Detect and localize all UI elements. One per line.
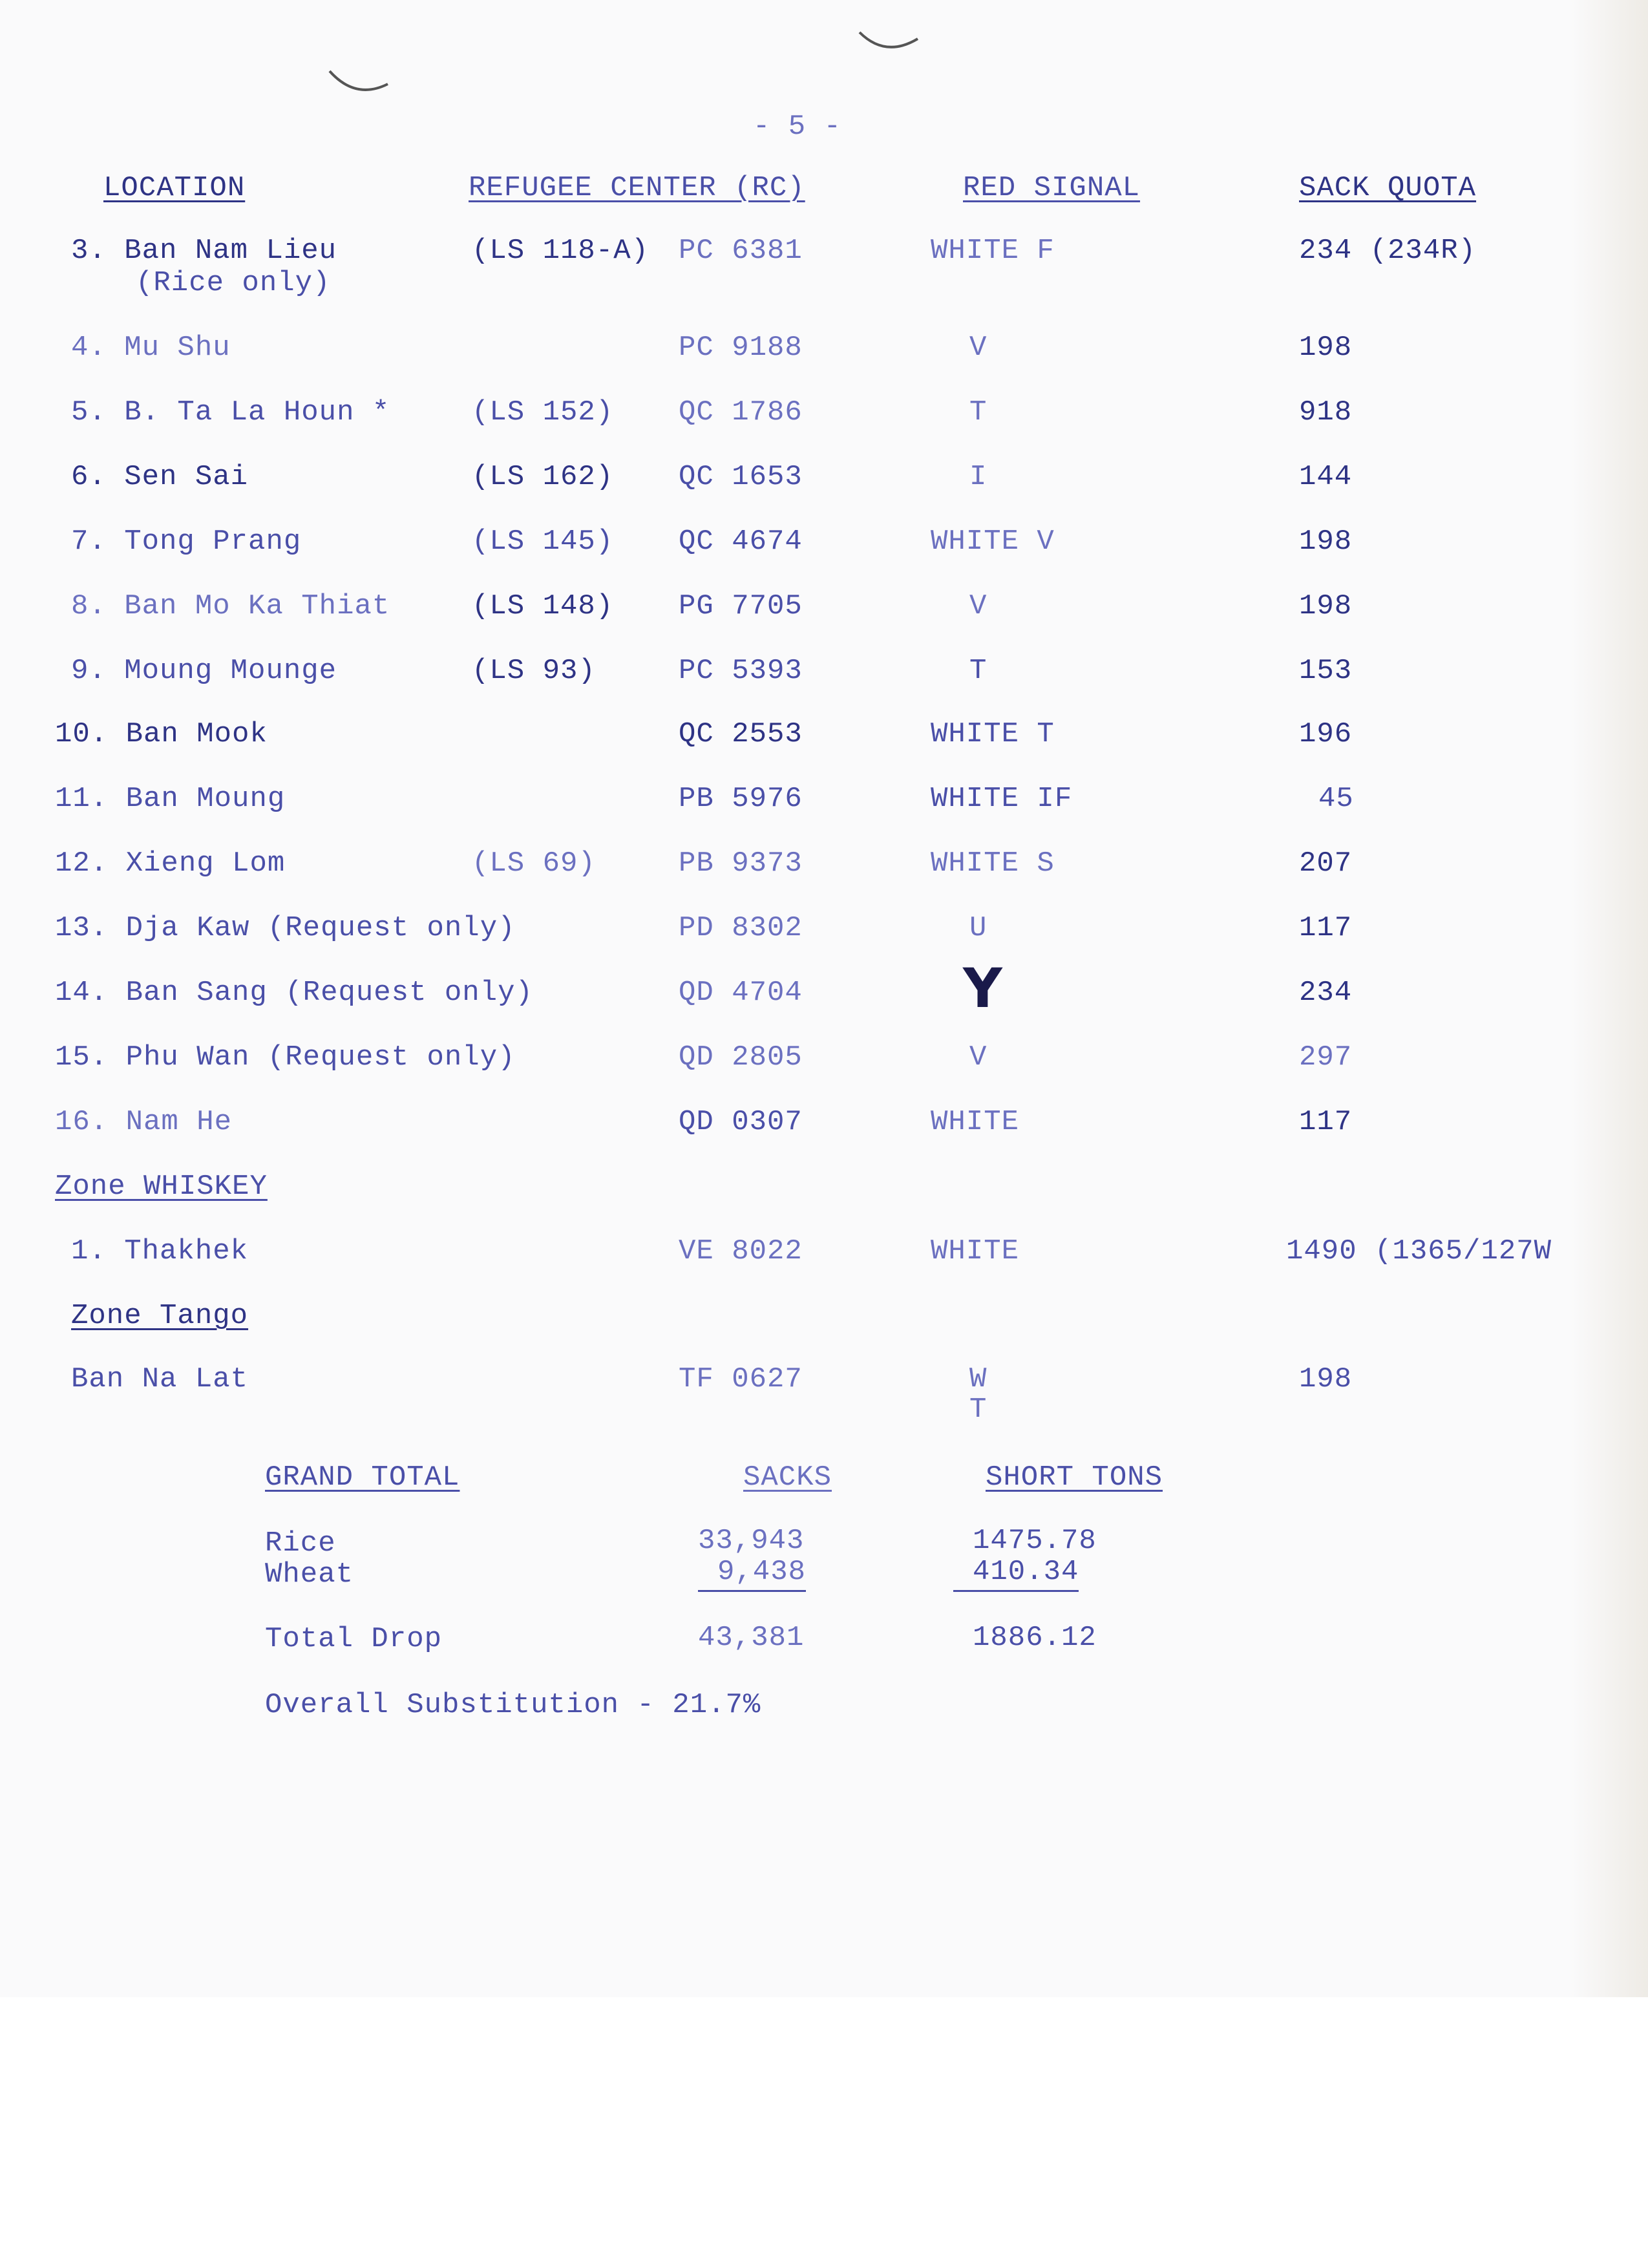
row-location: 4. Mu Shu — [71, 332, 231, 364]
row-location: 5. B. Ta La Houn * — [71, 396, 390, 429]
row-location: 13. Dja Kaw (Request only) — [55, 912, 516, 944]
row-quota: 198 — [1299, 332, 1353, 364]
row-grid: PB 9373 — [679, 847, 803, 880]
row-location: 7. Tong Prang — [71, 525, 302, 558]
row-signal: U — [969, 912, 988, 944]
row-grid: PG 7705 — [679, 590, 803, 622]
row-location: 15. Phu Wan (Request only) — [55, 1041, 516, 1074]
row-quota: 198 — [1299, 1363, 1353, 1395]
row-signal: WHITE IF — [931, 783, 1073, 815]
row-grid: PC 9188 — [679, 332, 803, 364]
row-location: 3. Ban Nam Lieu — [71, 235, 337, 267]
row-signal: W — [969, 1363, 988, 1395]
row-quota: 45 — [1318, 783, 1354, 815]
page-number: - 5 - — [753, 111, 842, 143]
row-ls: (LS 93) — [472, 655, 596, 687]
row-grid: PB 5976 — [679, 783, 803, 815]
row-location: 10. Ban Mook — [55, 718, 268, 750]
short-tons-header: SHORT TONS — [986, 1461, 1163, 1494]
row-ls: (LS 145) — [472, 525, 614, 558]
row-grid: VE 8022 — [679, 1235, 803, 1267]
page-edge-shadow — [1570, 0, 1648, 1997]
scan-background — [0, 1997, 1648, 2268]
row-quota: 117 — [1299, 912, 1353, 944]
zone-tango-title: Zone Tango — [71, 1300, 249, 1332]
header-refugee-center: REFUGEE CENTER (RC) — [469, 172, 805, 204]
zone-whiskey-title: Zone WHISKEY — [55, 1171, 268, 1203]
scan-mark — [323, 45, 401, 97]
row-location: 1. Thakhek — [71, 1235, 249, 1267]
rice-sacks: 33,943 — [698, 1525, 805, 1557]
row-signal: WHITE V — [931, 525, 1055, 558]
row-location: 9. Moung Mounge — [71, 655, 337, 687]
row-quota: 198 — [1299, 590, 1353, 622]
row-ls: (LS 148) — [472, 590, 614, 622]
row-location: 12. Xieng Lom — [55, 847, 286, 880]
row-quota: 153 — [1299, 655, 1353, 687]
row-grid: QC 2553 — [679, 718, 803, 750]
total-drop-label: Total Drop — [265, 1623, 443, 1655]
row-location: Ban Na Lat — [71, 1363, 249, 1395]
row-signal: V — [969, 1041, 988, 1074]
scan-mark — [853, 19, 931, 58]
total-sacks: 43,381 — [698, 1622, 805, 1654]
row-signal: WHITE T — [931, 718, 1055, 750]
rice-tons: 1475.78 — [973, 1525, 1097, 1557]
row-quota: 117 — [1299, 1106, 1353, 1138]
row-quota: 234 — [1299, 977, 1353, 1009]
row-grid: TF 0627 — [679, 1363, 803, 1395]
row-quota: 144 — [1299, 461, 1353, 493]
row-signal: I — [969, 461, 988, 493]
grand-total-header: GRAND TOTAL — [265, 1461, 460, 1494]
row-ls: (LS 152) — [472, 396, 614, 429]
row-location: 11. Ban Moung — [55, 783, 286, 815]
row-grid: QC 1786 — [679, 396, 803, 429]
header-red-signal: RED SIGNAL — [963, 172, 1141, 204]
row-signal: WHITE — [931, 1106, 1020, 1138]
row-grid: QD 2805 — [679, 1041, 803, 1074]
row-signal: WHITE — [931, 1235, 1020, 1267]
wheat-tons: 410.34 — [953, 1555, 1079, 1592]
wheat-sacks: 9,438 — [698, 1555, 806, 1592]
row-signal: V — [969, 590, 988, 622]
row-signal: T — [969, 655, 988, 687]
row-location: 8. Ban Mo Ka Thiat — [71, 590, 390, 622]
row-grid: PD 8302 — [679, 912, 803, 944]
row-grid: PC 5393 — [679, 655, 803, 687]
row-signal: T — [969, 396, 988, 429]
row-quota: 234 (234R) — [1299, 235, 1477, 267]
row-location: 14. Ban Sang (Request only) — [55, 977, 533, 1009]
row-quota: 297 — [1299, 1041, 1353, 1074]
row-signal: WHITE F — [931, 235, 1055, 267]
row-quota: 918 — [1299, 396, 1353, 429]
row-location: 16. Nam He — [55, 1106, 233, 1138]
row-quota: 1490 (1365/127W — [1286, 1235, 1552, 1267]
row-signal: V — [969, 332, 988, 364]
total-tons: 1886.12 — [973, 1622, 1097, 1654]
sacks-header: SACKS — [743, 1461, 832, 1494]
row-ls: (LS 69) — [472, 847, 596, 880]
overall-substitution: Overall Substitution - 21.7% — [265, 1689, 761, 1721]
rice-label: Rice — [265, 1527, 336, 1560]
row-note: (Rice only) — [136, 267, 331, 299]
row-signal-handwritten: Y — [963, 957, 1002, 1020]
row-location: 6. Sen Sai — [71, 461, 249, 493]
row-ls: (LS 118-A) — [472, 235, 650, 267]
row-signal: T — [969, 1394, 988, 1426]
row-grid: QC 4674 — [679, 525, 803, 558]
header-sack-quota: SACK QUOTA — [1299, 172, 1477, 204]
row-quota: 198 — [1299, 525, 1353, 558]
header-location: LOCATION — [103, 172, 246, 204]
row-grid: QD 4704 — [679, 977, 803, 1009]
row-grid: QC 1653 — [679, 461, 803, 493]
row-ls: (LS 162) — [472, 461, 614, 493]
row-quota: 207 — [1299, 847, 1353, 880]
wheat-label: Wheat — [265, 1558, 354, 1591]
row-quota: 196 — [1299, 718, 1353, 750]
row-grid: PC 6381 — [679, 235, 803, 267]
row-signal: WHITE S — [931, 847, 1055, 880]
row-grid: QD 0307 — [679, 1106, 803, 1138]
